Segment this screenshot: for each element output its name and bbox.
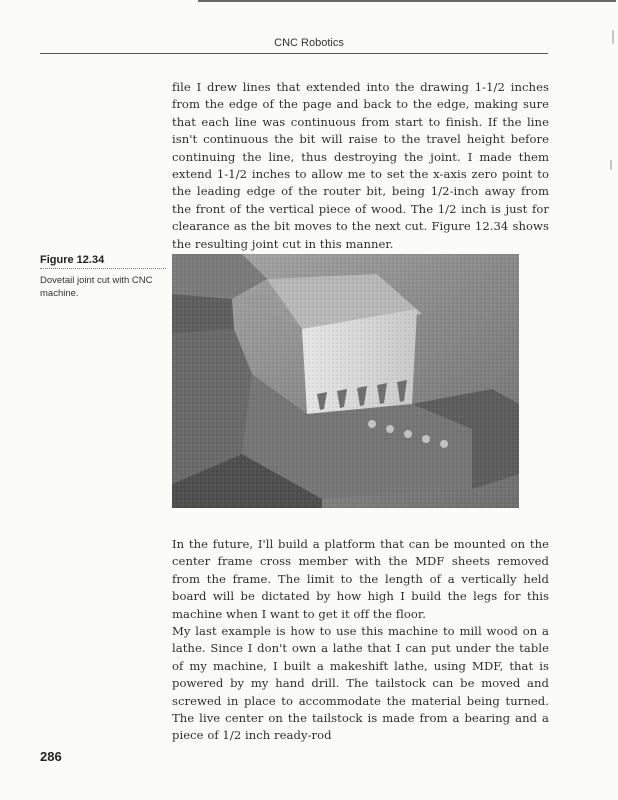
figure-caption: Dovetail joint cut with CNC machine.	[40, 275, 153, 299]
page-edge-mark	[610, 160, 612, 170]
header-rule	[40, 53, 548, 54]
figure-label-rule	[40, 268, 166, 269]
running-header: CNC Robotics	[274, 37, 344, 49]
page-number: 286	[40, 749, 62, 764]
figure-label: Figure 12.34	[40, 254, 105, 266]
dovetail-joint-photo	[172, 254, 519, 508]
body-paragraph: In the future, I'll build a platform that can be mounted on the center frame cross member with the MDF sheets removed from the frame. The limit to the length of a vertically held board will be dictated by how high I build the legs for this machine when I want to get it off the floor.	[172, 537, 549, 621]
body-paragraph: file I drew lines that extended into the drawing 1-1/2 inches from the edge of the page and back to the edge, making sure that each line was continuous from start to finish. If the line isn't continuous the bit will raise to the travel height before continuing the line, thus destroying the joint. I made them extend 1-1/2 inches to allow me to set the x-axis zero point to the leading edge of the router bit, being 1/2-inch away from the front of the vertical piece of wood. The 1/2 inch is just for clearance as the bit moves to the next cut. Figure 12.34 shows the resulting joint cut in this manner.	[172, 80, 549, 251]
figure-photo	[172, 254, 519, 508]
top-edge-rule	[198, 0, 616, 2]
body-paragraph: My last example is how to use this machine to mill wood on a lathe. Since I don't own a lathe that I can put under the table of my machine, I built a makeshift lathe, using MDF, that is powered by my hand drill. The tailstock can be moved and screwed in place to accommodate the material being turned. The live center on the tailstock is made from a bearing and a piece of 1/2 inch ready-rod	[172, 624, 549, 743]
